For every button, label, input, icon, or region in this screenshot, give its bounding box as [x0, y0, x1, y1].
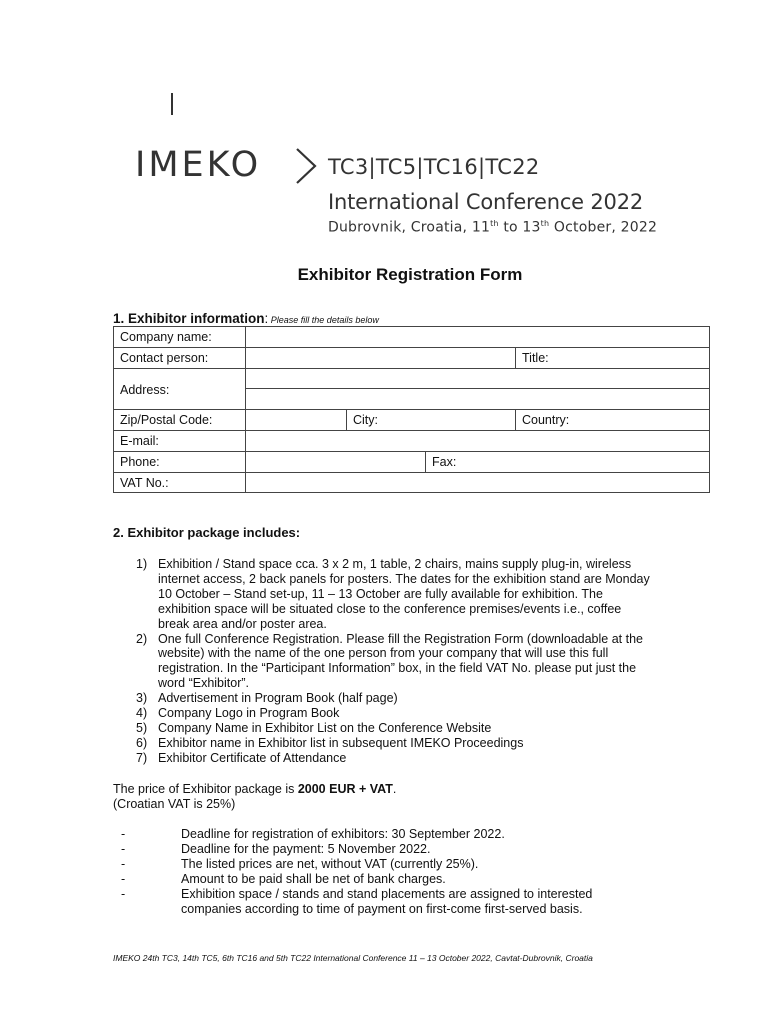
package-item-number: 4): [136, 706, 148, 721]
package-item-line: Advertisement in Program Book (half page): [158, 691, 398, 706]
exhibitor-info-table: [113, 326, 710, 493]
country-label: Country:: [522, 413, 570, 427]
package-item-number: 3): [136, 691, 148, 706]
note-item: [113, 827, 713, 842]
package-item-line: One full Conference Registration. Please fill the Registration Form (downloadable at the: [158, 631, 643, 646]
note-item: [113, 887, 713, 917]
package-item-line: registration. In the “Participant Information” box, in the field VAT No. please put just the: [158, 661, 637, 676]
form-title: Exhibitor Registration Form: [297, 265, 523, 284]
package-item-line: break area and/or poster area.: [158, 616, 327, 631]
note-dash: -: [121, 827, 126, 841]
address-field-line-2[interactable]: [246, 389, 709, 409]
decorative-tick: [171, 93, 173, 115]
package-item-line: website) with the name of the one person from your company that will use this full: [158, 646, 609, 661]
package-item-number: 5): [136, 720, 148, 735]
note-item: [113, 872, 713, 887]
zip-code-label: Zip/Postal Code:: [120, 413, 213, 427]
conference-place: Dubrovnik, Croatia, 11th to 13th October, 2022: [328, 219, 658, 236]
package-item: [130, 706, 720, 721]
package-item-line: Company Logo in Program Book: [158, 706, 340, 721]
package-list: [130, 557, 720, 766]
note-line: The listed prices are net, without VAT (currently 25%).: [181, 856, 479, 871]
city-label: City:: [353, 413, 378, 427]
phone-field[interactable]: [246, 452, 424, 472]
section-1-heading: 1. Exhibitor information: Please fill the details below: [113, 311, 379, 326]
address-label: Address:: [120, 383, 170, 397]
vat-number-field[interactable]: [246, 473, 709, 492]
package-item-line: word “Exhibitor”.: [158, 676, 249, 691]
package-item: [130, 751, 720, 766]
note-dash: -: [121, 886, 126, 901]
note-line: Exhibition space / stands and stand placements are assigned to interested: [181, 886, 593, 901]
section-2-heading: 2. Exhibitor package includes:: [113, 525, 301, 540]
phone-label: Phone:: [120, 455, 160, 469]
package-item: [130, 557, 720, 632]
company-name-field[interactable]: [246, 327, 709, 347]
package-item: [130, 632, 720, 692]
note-line: Deadline for the payment: 5 November 2022.: [181, 841, 431, 856]
note-line: Amount to be paid shall be net of bank charges.: [181, 871, 446, 886]
package-item-number: 1): [136, 557, 148, 571]
note-item: [113, 857, 713, 872]
note-line: Deadline for registration of exhibitors: 30 September 2022.: [181, 827, 505, 841]
email-field[interactable]: [246, 431, 709, 451]
package-item: [130, 736, 720, 751]
package-item-line: Exhibitor Certificate of Attendance: [158, 750, 347, 765]
package-item-number: 6): [136, 735, 148, 750]
package-item: [130, 721, 720, 736]
note-dash: -: [121, 841, 126, 856]
email-label: E-mail:: [120, 434, 159, 448]
note-dash: -: [121, 871, 126, 886]
note-dash: -: [121, 856, 126, 871]
package-item-line: Exhibitor name in Exhibitor list in subsequent IMEKO Proceedings: [158, 735, 524, 750]
logo-wordmark: IMEKO: [135, 145, 262, 185]
package-item-line: exhibition space will be situated close to the conference premises/events i.e., coffee: [158, 601, 622, 616]
package-item: [130, 691, 720, 706]
package-item-line: 10 October – Stand set-up, 11 – 13 October are fully available for exhibition. The: [158, 586, 603, 601]
note-line: companies according to time of payment on first-come first-served basis.: [181, 901, 583, 916]
package-item-line: Exhibition / Stand space cca. 3 x 2 m, 1 table, 2 chairs, mains supply plug-in, wireless: [158, 557, 632, 571]
package-item-number: 2): [136, 631, 148, 646]
company-name-label: Company name:: [120, 330, 212, 344]
note-item: [113, 842, 713, 857]
price-statement: The price of Exhibitor package is 2000 EUR + VAT. (Croatian VAT is 25%): [113, 782, 397, 811]
chevron-right-icon: [291, 145, 321, 187]
notes-list: [113, 827, 713, 916]
conference-title: International Conference 2022: [328, 190, 644, 214]
conference-tcs: TC3|TC5|TC16|TC22: [328, 155, 540, 179]
vat-number-label: VAT No.:: [120, 476, 169, 490]
contact-person-label: Contact person:: [120, 351, 209, 365]
contact-person-field[interactable]: [246, 348, 514, 368]
package-item-line: Company Name in Exhibitor List on the Conference Website: [158, 720, 492, 735]
title-label: Title:: [522, 351, 549, 365]
address-field-line-1[interactable]: [246, 369, 709, 388]
imeko-logo: [135, 145, 325, 195]
fax-label: Fax:: [432, 455, 457, 469]
package-item-number: 7): [136, 750, 148, 765]
package-item-line: internet access, 2 back panels for posters. The dates for the exhibition stand are Monday: [158, 571, 650, 586]
page-footer: IMEKO 24th TC3, 14th TC5, 6th TC16 and 5th TC22 International Conference 11 – 13 October 2022, Cavtat-Dubrovnik, Croatia: [113, 953, 593, 963]
